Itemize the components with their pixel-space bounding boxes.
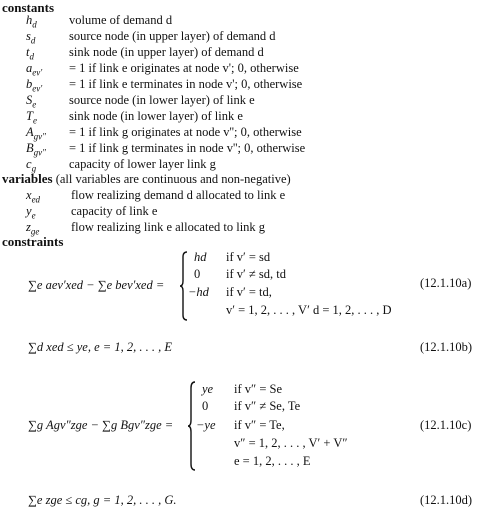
constant-description: source node (in upper layer) of demand d xyxy=(69,29,276,43)
variable-symbol: $y_e$ xyxy=(26,204,36,221)
constant-symbol: $t_d$ xyxy=(26,45,34,62)
case-value: −ye xyxy=(196,418,216,432)
case-condition: if v′ = sd xyxy=(226,250,271,264)
case-value: ye xyxy=(202,382,214,396)
equation-text: ∑e zge ≤ cg, g = 1, 2, . . . , G. xyxy=(28,493,177,507)
equation-number: (12.1.10b) xyxy=(420,340,473,354)
variable-symbol: $z_{ge}$ xyxy=(26,220,40,237)
case-condition: if v″ = Te, xyxy=(234,418,285,432)
constant-symbol: $S_e$ xyxy=(26,93,37,110)
case-value: 0 xyxy=(202,399,209,413)
constant-symbol: $B_{gv''}$ xyxy=(26,141,46,158)
constant-symbol: $c_g$ xyxy=(26,157,37,174)
case-condition: if v″ ≠ Se, Te xyxy=(234,399,301,413)
case-condition: if v″ = Se xyxy=(234,382,283,396)
constant-description: sink node (in upper layer) of demand d xyxy=(69,45,264,59)
constants-heading: constants xyxy=(2,0,55,15)
variable-symbol: $x_{ed}$ xyxy=(26,188,41,205)
case-condition: if v′ ≠ sd, td xyxy=(226,267,286,281)
variable-description: flow realizing link e allocated to link g xyxy=(71,220,266,234)
case-value: hd xyxy=(194,250,207,264)
constant-symbol: $a_{ev'}$ xyxy=(26,61,43,78)
constant-description: = 1 if link e originates at node v'; 0, otherwise xyxy=(69,61,299,75)
case-value: 0 xyxy=(194,267,201,281)
case-condition: e = 1, 2, . . . , E xyxy=(234,454,311,468)
equation-12-1-10d xyxy=(0,491,485,511)
constant-description: capacity of lower layer link g xyxy=(69,157,216,171)
constant-description: volume of demand d xyxy=(69,13,173,27)
constant-description: = 1 if link e terminates in node v'; 0, otherwise xyxy=(69,77,303,91)
constant-symbol: $A_{gv''}$ xyxy=(26,125,46,142)
constant-symbol: $h_d$ xyxy=(26,13,37,30)
constant-symbol: $T_e$ xyxy=(26,109,37,126)
variables-note: (all variables are continuous and non-negative) xyxy=(55,172,291,186)
constant-symbol: $b_{ev'}$ xyxy=(26,77,43,94)
equation-number: (12.1.10d) xyxy=(420,493,473,507)
variable-description: capacity of link e xyxy=(71,204,158,218)
variables-heading: variables xyxy=(2,171,53,186)
constant-description: source node (in lower layer) of link e xyxy=(69,93,255,107)
constraints-heading: constraints xyxy=(2,234,64,249)
case-condition: v′ = 1, 2, . . . , V′ d = 1, 2, . . . , D xyxy=(226,303,392,317)
case-condition: if v′ = td, xyxy=(226,285,272,299)
variables-heading-line xyxy=(2,172,291,186)
constant-description: sink node (in lower layer) of link e xyxy=(69,109,243,123)
equation-number: (12.1.10a) xyxy=(420,276,472,290)
equation-lhs: ∑g Agv″zge − ∑g Bgv″zge = xyxy=(28,418,174,432)
case-value: −hd xyxy=(188,285,209,299)
equation-12-1-10a xyxy=(0,248,485,324)
equation-number: (12.1.10c) xyxy=(420,418,472,432)
equation-12-1-10c xyxy=(0,376,485,476)
equation-lhs: ∑e aev′xed − ∑e bev′xed = xyxy=(28,278,165,292)
constant-symbol: $s_d$ xyxy=(26,29,36,46)
equation-text: ∑d xed ≤ ye, e = 1, 2, . . . , E xyxy=(28,340,172,354)
constant-description: = 1 if link g originates at node v''; 0, otherwise xyxy=(69,125,302,139)
case-condition: v″ = 1, 2, . . . , V′ + V″ xyxy=(234,436,348,450)
constant-description: = 1 if link g terminates in node v''; 0, otherwise xyxy=(69,141,306,155)
equation-12-1-10b xyxy=(0,338,485,358)
variable-description: flow realizing demand d allocated to link e xyxy=(71,188,286,202)
